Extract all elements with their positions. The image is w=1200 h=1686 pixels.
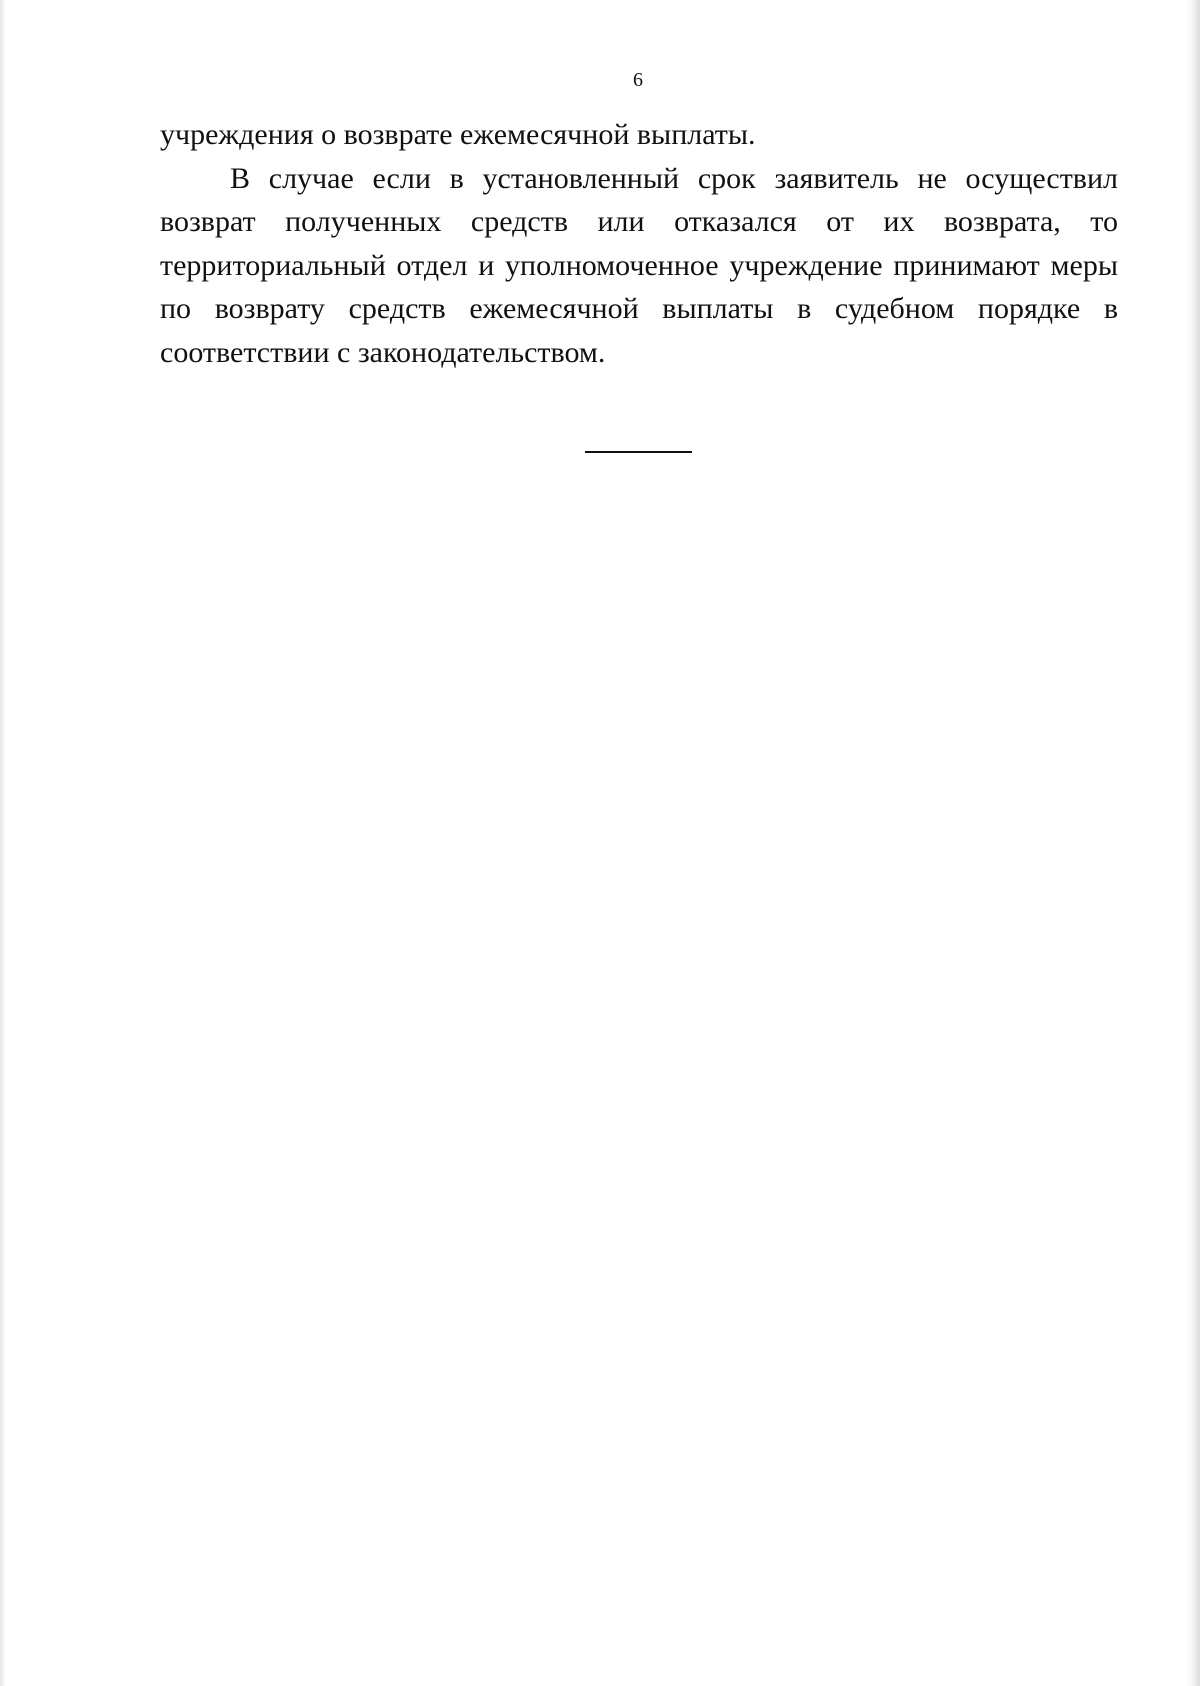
paragraph-continuation: учреждения о возврате ежемесячной выплаты. <box>160 118 756 151</box>
end-of-document-rule <box>585 451 692 453</box>
paragraph-refund-procedure: В случае если в установленный срок заявитель не осуществил возврат полученных средств или отказался от их возврата, то территориальный отдел и уполномоченное учреждение принимают меры по возврату средств ежемесячной выплаты в судебном порядке в соответствии с законодательством. <box>160 161 1118 369</box>
scan-edge-left <box>0 0 6 1686</box>
document-body <box>160 113 1118 374</box>
scan-edge-right <box>1186 0 1200 1686</box>
page-number: 6 <box>633 69 643 91</box>
